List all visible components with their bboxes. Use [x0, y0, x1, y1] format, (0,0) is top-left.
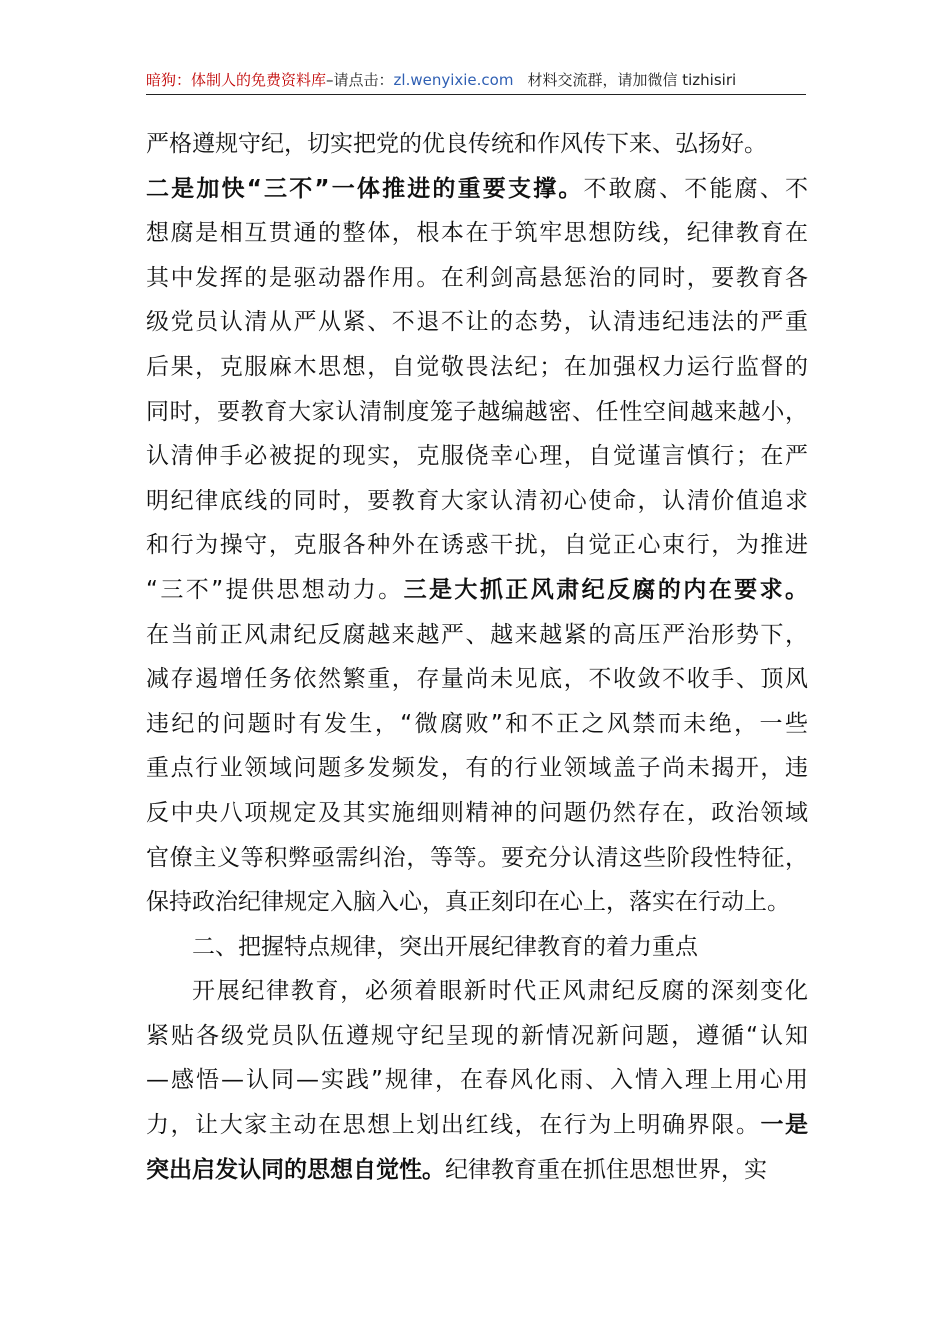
text-line — [146, 657, 808, 702]
header-url-link[interactable]: zl.wenyixie.com — [393, 71, 514, 89]
header-wechat-note: 材料交流群，请加微信 tizhisiri — [527, 71, 737, 89]
document-body — [146, 122, 808, 1192]
text-span: 保持政治纪律规定入脑入心，真正刻印在心上，落实在行动上。 — [146, 889, 790, 916]
bold-lead-phrase: 突出启发认同的思想自觉性。 — [146, 1156, 445, 1183]
text-span: 认清伸手必被捉的现实，克服侥幸心理，自觉谨言慎行；在严 — [146, 443, 808, 470]
text-span: 官僚主义等积弊亟需纠治，等等。要充分认清这些阶段性特征， — [146, 844, 808, 871]
header-click-prompt: –请点击： — [326, 71, 394, 89]
text-line — [146, 568, 808, 613]
text-line — [146, 1103, 808, 1148]
text-line — [146, 969, 808, 1014]
text-line — [146, 345, 808, 390]
text-span: 想腐是相互贯通的整体，根本在于筑牢思想防线，纪律教育在 — [146, 220, 808, 247]
text-line — [146, 791, 808, 836]
text-span: 减存遏增任务依然繁重，存量尚未见底，不收敛不收手、顶风 — [146, 666, 808, 693]
text-span: 在当前正风肃纪反腐越来越严、越来越紧的高压严治形势下， — [146, 621, 808, 648]
text-span: 重点行业领域问题多发频发，有的行业领域盖子尚未揭开，违 — [146, 755, 808, 782]
text-line — [146, 1148, 808, 1193]
bold-lead-phrase: 一是 — [760, 1112, 809, 1139]
text-line — [146, 702, 808, 747]
text-line — [146, 746, 808, 791]
text-span: 纪律教育重在抓住思想世界，实 — [445, 1156, 767, 1183]
text-span: 反中央八项规定及其实施细则精神的问题仍然存在，政治领域 — [146, 799, 808, 826]
text-line — [146, 167, 808, 212]
text-span: “三不”提供思想动力。 — [146, 576, 404, 603]
text-line — [146, 256, 808, 301]
text-line — [146, 836, 808, 881]
text-span: 严格遵规守纪，切实把党的优良传统和作风传下来、弘扬好。 — [146, 131, 767, 157]
text-line — [146, 434, 808, 479]
page-header — [146, 68, 806, 95]
text-span: 违纪的问题时有发生，“微腐败”和不正之风禁而未绝，一些 — [146, 710, 808, 737]
text-line — [146, 390, 808, 435]
text-span: 明纪律底线的同时，要教育大家认清初心使命，认清价值追求 — [146, 487, 808, 514]
text-span: 开展纪律教育，必须着眼新时代正风肃纪反腐的深刻变化 — [192, 978, 808, 1005]
text-line — [146, 523, 808, 568]
text-span: 紧贴各级党员队伍遵规守纪呈现的新情况新问题，遵循“认知 — [146, 1022, 808, 1049]
text-line — [146, 1014, 808, 1059]
bold-lead-phrase: 三是大抓正风肃纪反腐的内在要求。 — [403, 576, 808, 603]
bold-lead-phrase: 二是加快“三不”一体推进的重要支撑。 — [146, 175, 584, 202]
text-line — [146, 613, 808, 658]
text-line — [146, 122, 808, 167]
text-span: 力，让大家主动在思想上划出红线，在行为上明确界限。 — [146, 1112, 761, 1139]
text-span: 其中发挥的是驱动器作用。在利剑高悬惩治的同时，要教育各 — [146, 264, 808, 291]
header-site-name: 暗狗：体制人的免费资料库 — [146, 71, 327, 89]
text-span: 不敢腐、不能腐、不 — [583, 175, 809, 202]
section-heading — [146, 925, 808, 970]
text-line — [146, 211, 808, 256]
text-line — [146, 880, 808, 925]
text-span: —感悟—认同—实践”规律，在春风化雨、入情入理上用心用 — [146, 1067, 808, 1094]
text-line — [146, 1058, 808, 1103]
text-line — [146, 300, 808, 345]
text-span: 后果，克服麻木思想，自觉敬畏法纪；在加强权力运行监督的 — [146, 353, 808, 380]
text-span: 同时，要教育大家认清制度笼子越编越密、任性空间越来越小， — [146, 398, 808, 425]
text-span: 二、把握特点规律，突出开展纪律教育的着力重点 — [192, 933, 698, 960]
text-span: 和行为操守，克服各种外在诱惑干扰，自觉正心束行，为推进 — [146, 532, 808, 559]
text-line — [146, 479, 808, 524]
text-span: 级党员认清从严从紧、不退不让的态势，认清违纪违法的严重 — [146, 309, 808, 336]
